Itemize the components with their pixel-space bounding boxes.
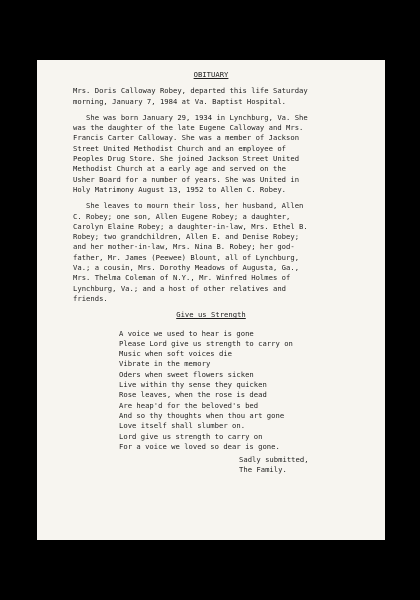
text-line: C. Robey; one son, Allen Eugene Robey; a daughter, [73, 211, 291, 221]
text-line: Holy Matrimony August 13, 1952 to Allen C. Robey. [73, 184, 287, 194]
obituary-sheet [37, 60, 385, 540]
signoff-line: Sadly submitted, [239, 455, 309, 465]
poem-line: Lord give us strength to carry on [119, 431, 263, 441]
signoff [239, 455, 349, 476]
text-line: Mrs. Doris Calloway Robey, departed this life Saturday [73, 86, 308, 96]
text-line: She leaves to mourn their loss, her husband, Allen [73, 201, 304, 211]
poem-line: A voice we used to hear is gone [119, 328, 254, 338]
text-line: Francis Carter Calloway. She was a member of Jackson [73, 133, 300, 143]
poem-title: Give us Strength [176, 310, 246, 320]
poem-line: Are heap'd for the beloved's bed [119, 400, 259, 410]
poem-body [119, 329, 349, 453]
poem-line: Rose leaves, when the rose is dead [119, 390, 267, 400]
poem-line: And so thy thoughts when thou art gone [119, 410, 285, 420]
paragraph-survivors [73, 201, 349, 304]
poem-line: Oders when sweet flowers sicken [119, 369, 254, 379]
text-line: Street United Methodist Church and an employee of [73, 143, 287, 153]
text-line: Mrs. Thelma Coleman of N.Y., Mr. Winfred Holmes of [73, 273, 291, 283]
text-line: Methodist Church at a early age and served on the [73, 164, 287, 174]
signoff-line: The Family. [239, 465, 287, 475]
text-line: was the daughter of the late Eugene Calloway and Mrs. [73, 123, 304, 133]
text-line: Carolyn Elaine Robey; a daughter-in-law, Mrs. Ethel B. [73, 221, 308, 231]
text-line: and her mother-in-law, Mrs. Nina B. Robey; her god- [73, 242, 295, 252]
text-line: Usher Board for a number of years. She was United in [73, 174, 300, 184]
poem-line: Live within thy sense they quicken [119, 380, 267, 390]
obituary-title: OBITUARY [193, 70, 229, 79]
paragraph-death-notice [73, 86, 349, 107]
text-line: Robey; two grandchildren, Allen E. and Denise Robey; [73, 232, 300, 242]
text-line: She was born January 29, 1934 in Lynchburg, Va. She [73, 112, 308, 122]
poem-line: Please Lord give us strength to carry on [119, 338, 293, 348]
text-line: Peoples Drug Store. She joined Jackson Street United [73, 154, 300, 164]
poem-line: Music when soft voices die [119, 349, 233, 359]
text-line: Va.; a cousin, Mrs. Dorothy Meadows of Augusta, Ga., [73, 263, 300, 273]
text-line: father, Mr. James (Peewee) Blount, all of Lynchburg, [73, 252, 300, 262]
poem-line: Vibrate in the memory [119, 359, 211, 369]
poem-line: Love itself shall slumber on. [119, 421, 246, 431]
paragraph-biography [73, 113, 349, 195]
text-line: Lynchburg, Va.; and a host of other relatives and [73, 283, 287, 293]
poem-line: For a voice we loved so dear is gone. [119, 441, 280, 451]
text-line: friends. [73, 293, 108, 303]
text-line: morning, January 7, 1984 at Va. Baptist Hospital. [73, 96, 287, 106]
